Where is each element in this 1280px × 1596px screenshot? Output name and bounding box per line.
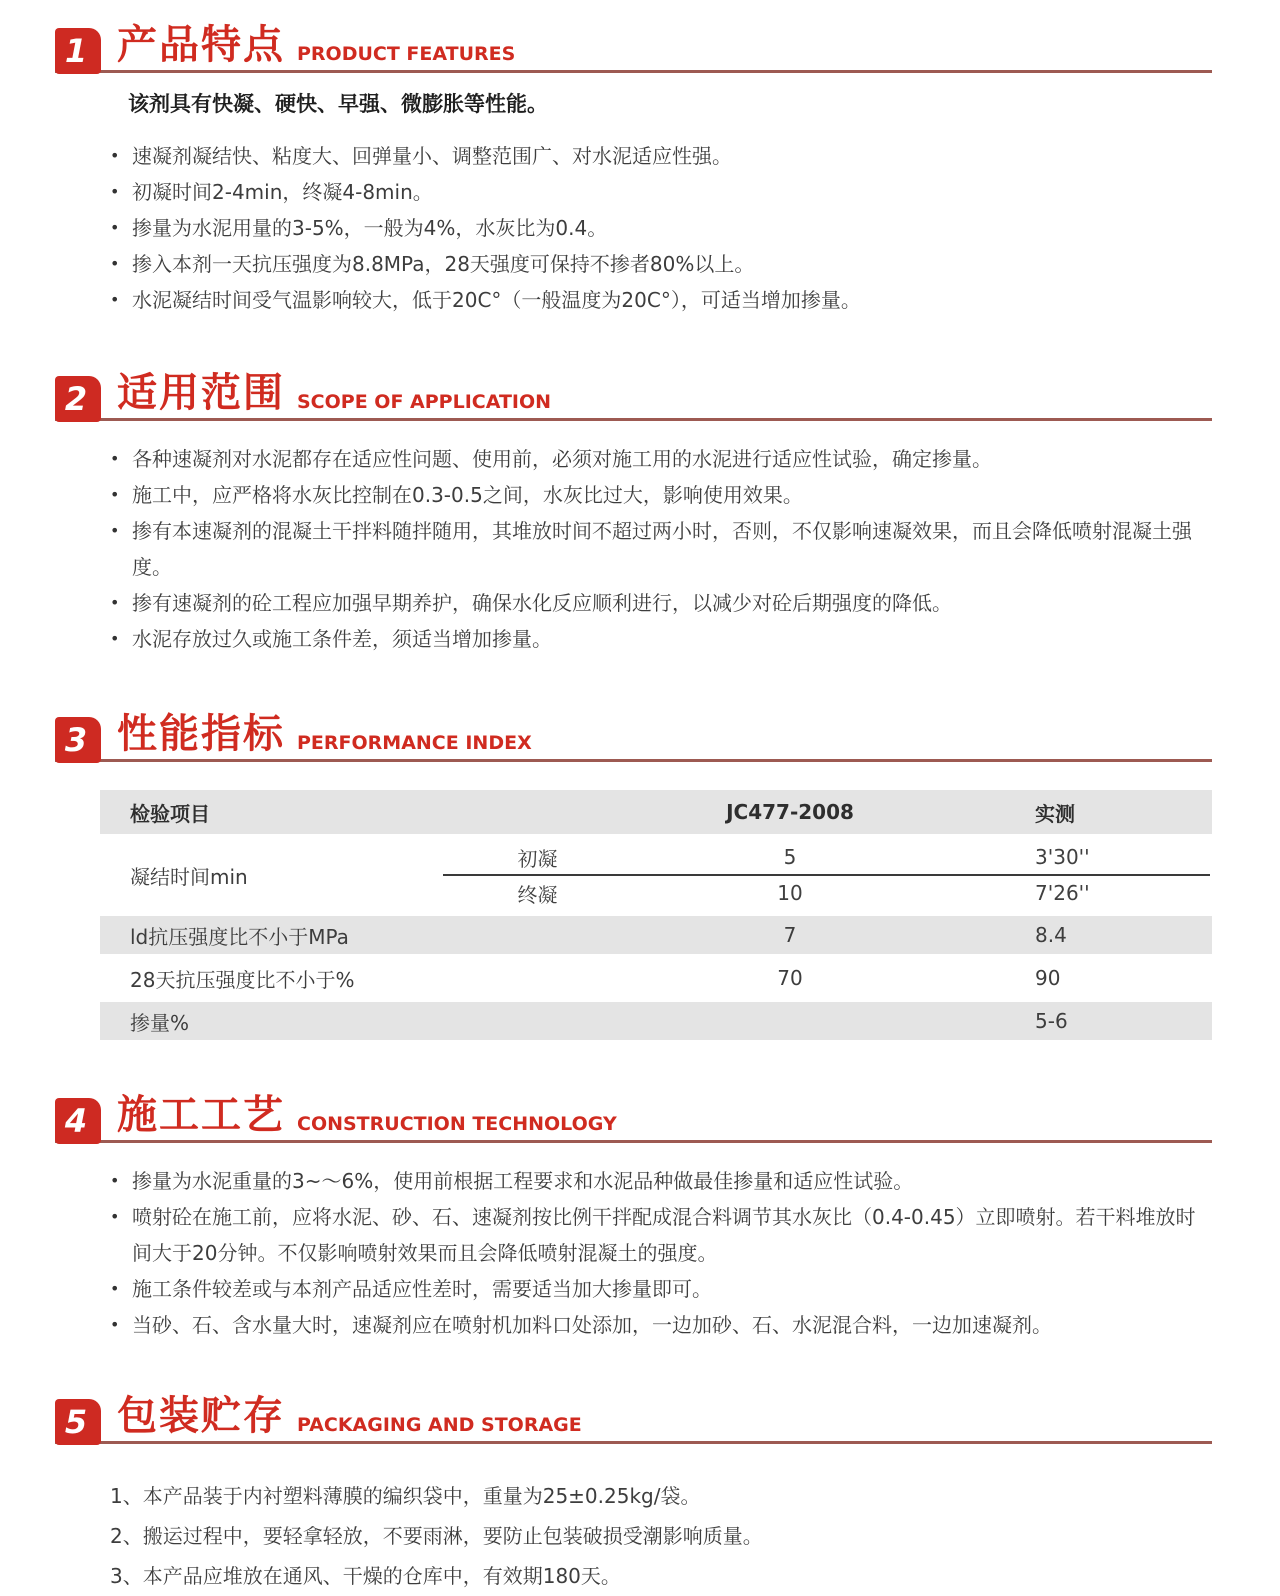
- section-5-number-badge: [55, 1399, 101, 1445]
- bullet-item: • 水泥存放过久或施工条件差，须适当增加掺量。: [110, 621, 1215, 657]
- packaging-list: [110, 1476, 1210, 1596]
- section-number: 1: [64, 32, 88, 70]
- bullet-item: • 施工条件较差或与本剂产品适应性差时，需要适当加大掺量即可。: [110, 1271, 1215, 1307]
- section-number: 5: [64, 1403, 88, 1442]
- section-2-title: 适用范围: [117, 370, 285, 417]
- table-row: [100, 959, 1212, 997]
- section-1-header: [55, 22, 1212, 73]
- initial-setting-row: [100, 839, 1212, 875]
- section-4-subtitle: CONSTRUCTION TECHNOLOGY: [297, 1113, 617, 1136]
- table-header-row: [100, 790, 1212, 834]
- list-item: 1、本产品装于内衬塑料薄膜的编织袋中，重量为25±0.25kg/袋。: [110, 1484, 701, 1509]
- list-item: 3、本产品应堆放在通风、干燥的仓库中，有效期180天。: [110, 1564, 621, 1589]
- section-1-number-badge: [55, 28, 101, 74]
- phase-cell: 终凝: [517, 882, 558, 907]
- section-3-header: [55, 711, 1212, 762]
- bullet-item: • 水泥凝结时间受气温影响较大，低于20C°（一般温度为20C°），可适当增加掺量。: [110, 282, 1215, 318]
- standard-value-cell: 7: [783, 923, 797, 948]
- row-label-cell: 掺量%: [130, 1010, 190, 1035]
- section-2-header: [55, 370, 1212, 421]
- performance-table: [100, 790, 1212, 1040]
- table-row: [100, 1002, 1212, 1040]
- header-cell-item: 检验项目: [130, 801, 210, 826]
- row-label-cell: 28天抗压强度比不小于%: [130, 967, 355, 992]
- row-label-cell: ld抗压强度比不小于MPa: [130, 924, 349, 949]
- bullet-item: • 初凝时间2-4min，终凝4-8min。: [110, 174, 1215, 210]
- section-2-number-badge: [55, 376, 101, 422]
- section-2-subtitle: SCOPE OF APPLICATION: [297, 391, 552, 414]
- final-setting-row: [100, 875, 1212, 911]
- bullet-item: • 掺入本剂一天抗压强度为8.8MPa，28天强度可保持不掺者80%以上。: [110, 246, 1215, 282]
- bullet-item: • 掺有本速凝剂的混凝土干拌料随拌随用，其堆放时间不超过两小时，否则，不仅影响速凝效果，而且会降低喷射混凝土强度。: [110, 513, 1215, 585]
- bullet-item: • 掺量为水泥用量的3-5%，一般为4%，水灰比为0.4。: [110, 210, 1215, 246]
- bullet-item: • 喷射砼在施工前，应将水泥、砂、石、速凝剂按比例干拌配成混合料调节其水灰比（0.4-0.45）立即喷射。若干料堆放时间大于20分钟。不仅影响喷射效果而且会降低喷射混凝土的强度。: [110, 1199, 1215, 1271]
- section-number: 2: [64, 380, 88, 419]
- section-5-title: 包装贮存: [117, 1393, 285, 1440]
- section-3-title: 性能指标: [117, 711, 285, 758]
- section-3-number-badge: [55, 717, 101, 763]
- section-1-subtitle: PRODUCT FEATURES: [297, 43, 516, 65]
- section-number: 4: [64, 1102, 88, 1141]
- list-item: 2、搬运过程中，要轻拿轻放，不要雨淋，要防止包装破损受潮影响质量。: [110, 1524, 763, 1549]
- section-3-subtitle: PERFORMANCE INDEX: [297, 732, 532, 755]
- bullet-item: • 掺量为水泥重量的3~～6%，使用前根据工程要求和水泥品种做最佳掺量和适应性试验。: [110, 1163, 1215, 1199]
- section-number: 3: [64, 721, 88, 760]
- setting-time-label: 凝结时间min: [130, 864, 248, 889]
- bullet-item: • 速凝剂凝结快、粘度大、回弹量小、调整范围广、对水泥适应性强。: [110, 138, 1215, 174]
- standard-value-cell: 70: [777, 966, 803, 991]
- section-1-title: 产品特点: [117, 22, 285, 68]
- measured-value-cell: 8.4: [1035, 923, 1067, 948]
- section-4-header: [55, 1092, 1212, 1143]
- phase-cell: 初凝: [517, 846, 558, 871]
- measured-value-cell: 90: [1035, 966, 1061, 991]
- bullet-item: • 各种速凝剂对水泥都存在适应性问题、使用前，必须对施工用的水泥进行适应性试验，确定掺量。: [110, 441, 1215, 477]
- product-features-list: [110, 138, 1215, 318]
- standard-value-cell: 10: [777, 881, 803, 906]
- construction-list: [110, 1163, 1215, 1343]
- bullet-item: • 当砂、石、含水量大时，速凝剂应在喷射机加料口处添加，一边加砂、石、水泥混合料，一边加速凝剂。: [110, 1307, 1215, 1343]
- table-row: [100, 916, 1212, 954]
- header-cell-measured: 实测: [1035, 801, 1075, 826]
- scope-list: [110, 441, 1215, 657]
- sub-row-divider: [443, 874, 1210, 876]
- setting-time-rows: [100, 839, 1212, 911]
- section-4-title: 施工工艺: [117, 1092, 285, 1139]
- measured-value-cell: 5-6: [1035, 1009, 1068, 1034]
- measured-value-cell: 7'26'': [1035, 881, 1090, 906]
- bullet-item: • 施工中，应严格将水灰比控制在0.3-0.5之间，水灰比过大，影响使用效果。: [110, 477, 1215, 513]
- section-5-subtitle: PACKAGING AND STORAGE: [297, 1414, 582, 1437]
- standard-value-cell: 5: [783, 845, 797, 870]
- section-4-number-badge: [55, 1098, 101, 1144]
- product-features-intro: 该剂具有快凝、硬快、早强、微膨胀等性能。: [128, 92, 548, 116]
- measured-value-cell: 3'30'': [1035, 845, 1090, 870]
- header-cell-standard: JC477-2008: [726, 800, 854, 825]
- section-5-header: [55, 1393, 1212, 1444]
- bullet-item: • 掺有速凝剂的砼工程应加强早期养护，确保水化反应顺利进行，以减少对砼后期强度的降低。: [110, 585, 1215, 621]
